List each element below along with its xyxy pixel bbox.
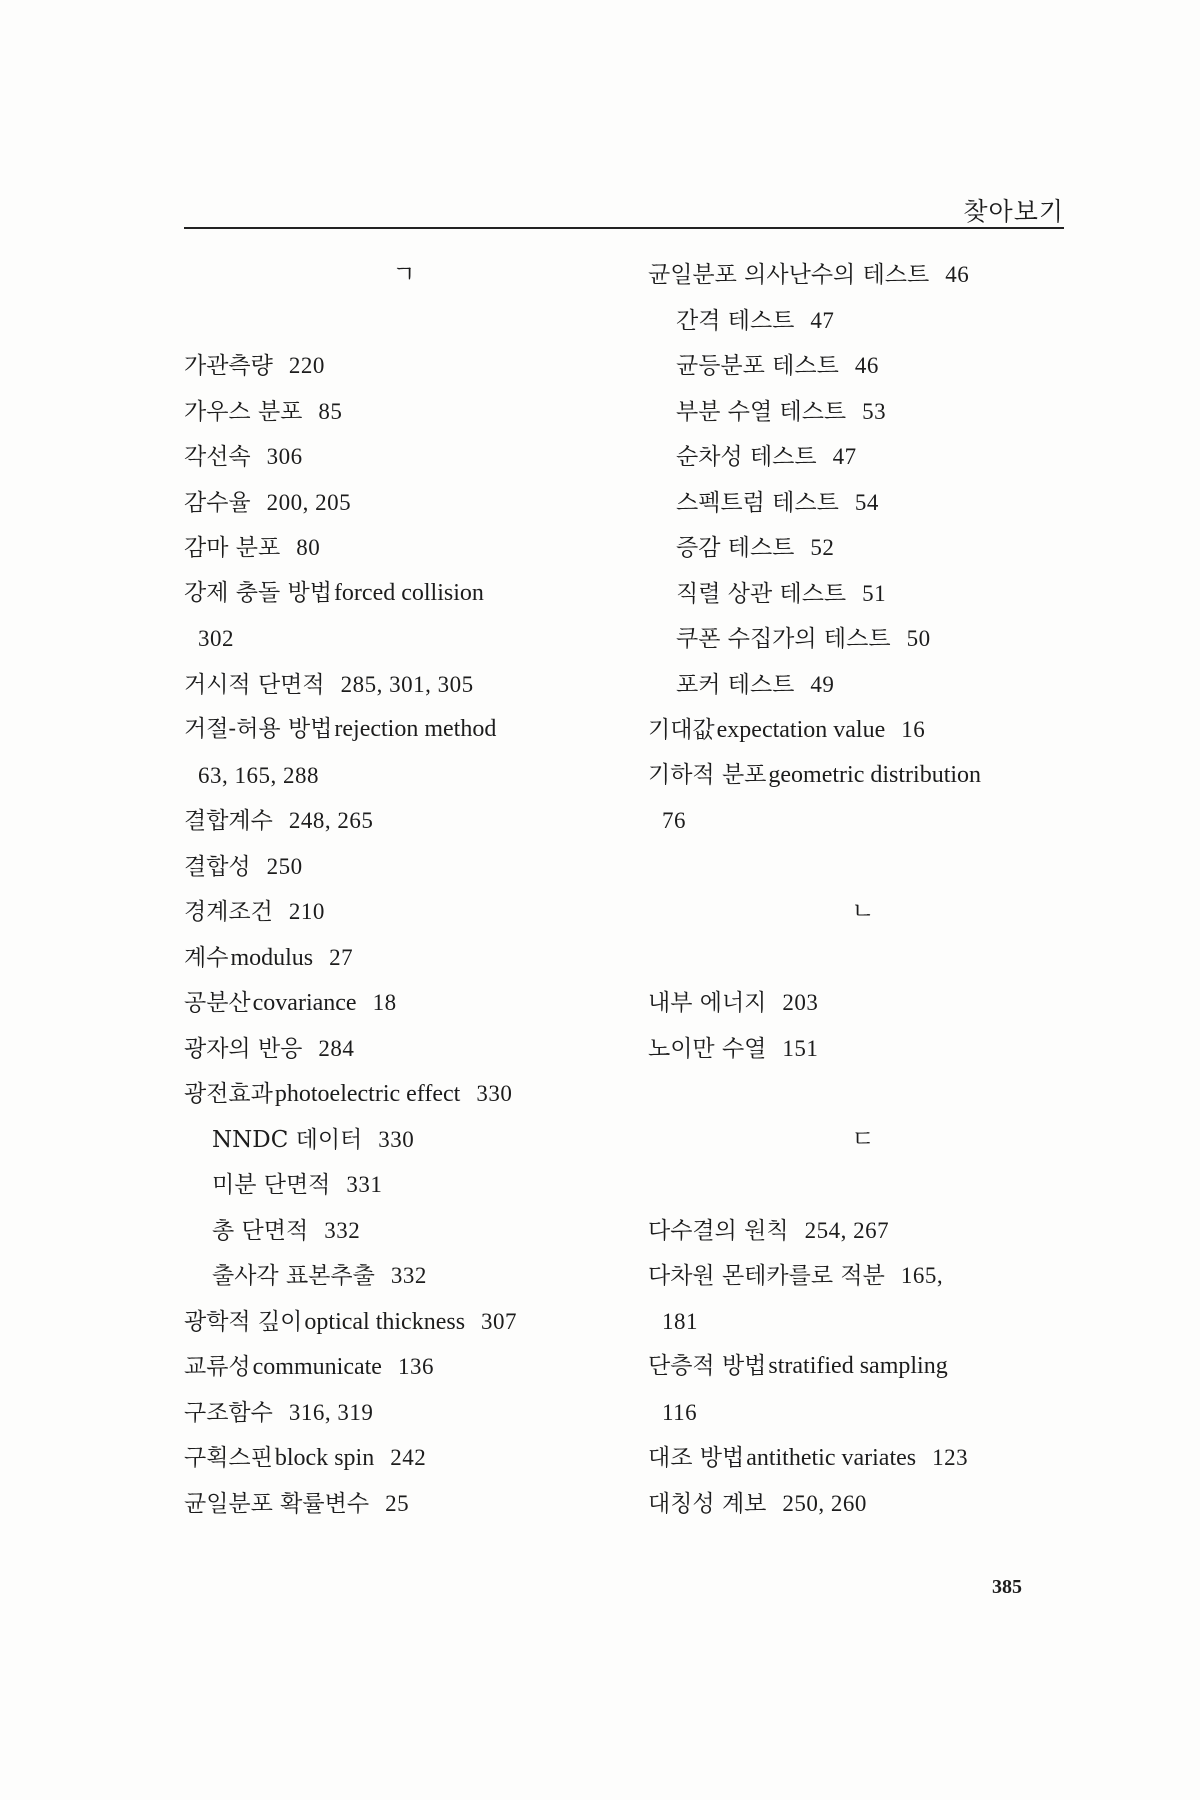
page-refs: 242 xyxy=(390,1445,427,1470)
english-term: communicate xyxy=(252,1354,382,1380)
index-entry xyxy=(184,844,624,890)
index-subentry xyxy=(184,1253,624,1299)
index-term: 경계조건 xyxy=(184,899,273,925)
index-entry xyxy=(648,980,1078,1026)
index-term: 감마 분포 xyxy=(184,535,281,561)
page-refs: 54 xyxy=(854,489,879,515)
index-subentry xyxy=(648,662,1078,708)
index-term: 출사각 표본추출 xyxy=(212,1263,375,1289)
index-term: 부분 수열 테스트 xyxy=(676,398,847,425)
index-subentry xyxy=(648,434,1078,480)
page-refs: 203 xyxy=(782,990,819,1015)
spacer xyxy=(184,298,624,344)
index-term: 균등분포 테스트 xyxy=(676,353,839,379)
index-entry xyxy=(648,1253,1078,1299)
page-refs: 250, 260 xyxy=(782,1490,867,1516)
page-refs: 46 xyxy=(945,262,970,287)
page-number: 385 xyxy=(992,1576,1022,1598)
page-refs: 181 xyxy=(662,1308,698,1334)
index-term: 다차원 몬테카를로 적분 xyxy=(648,1263,885,1289)
index-entry xyxy=(184,525,624,571)
index-subentry xyxy=(648,525,1078,571)
header-rule xyxy=(184,227,1064,229)
index-entry xyxy=(648,707,1078,753)
index-term: 순차성 테스트 xyxy=(676,444,817,470)
index-term: NNDC 데이터 xyxy=(212,1126,363,1153)
index-subentry xyxy=(648,298,1078,344)
index-entry xyxy=(648,1481,1078,1527)
index-entry xyxy=(184,434,624,480)
index-term: 감수율 xyxy=(184,489,251,516)
page-refs: 248, 265 xyxy=(288,808,374,833)
page-refs: 151 xyxy=(782,1035,819,1061)
index-entry xyxy=(184,1026,624,1072)
index-entry-continuation xyxy=(648,1390,1078,1436)
index-entry xyxy=(184,1390,624,1436)
page-refs: 80 xyxy=(296,535,321,560)
index-entry xyxy=(184,571,624,617)
english-term: expectation value xyxy=(716,717,886,743)
index-column-left xyxy=(184,252,624,1526)
index-term: 광자의 반응 xyxy=(184,1035,303,1062)
index-term: 교류성 xyxy=(184,1354,251,1380)
page-refs: 116 xyxy=(662,1399,698,1425)
index-term: 구획스핀 xyxy=(184,1445,273,1471)
section-heading: ㄷ xyxy=(851,1124,875,1153)
index-subentry xyxy=(184,1117,624,1163)
english-term: stratified sampling xyxy=(768,1353,948,1379)
index-term: 균일분포 확률변수 xyxy=(184,1490,370,1517)
page-refs: 331 xyxy=(346,1172,383,1197)
index-entry xyxy=(648,1026,1078,1072)
index-subentry xyxy=(184,1208,624,1254)
page-refs: 123 xyxy=(932,1445,969,1470)
index-term: 거시적 단면적 xyxy=(184,671,325,698)
index-term: 계수 xyxy=(184,944,229,971)
spacer xyxy=(648,935,1078,981)
index-entry xyxy=(184,935,624,981)
page-refs: 250 xyxy=(266,853,303,879)
index-entry-continuation xyxy=(648,798,1078,844)
page-refs: 302 xyxy=(198,626,234,651)
page-refs: 50 xyxy=(906,626,931,651)
index-entry-continuation xyxy=(184,753,624,799)
section-heading: ㄱ xyxy=(392,260,416,288)
index-entry xyxy=(184,1071,624,1117)
index-entry xyxy=(648,1435,1078,1481)
index-term: 스펙트럼 테스트 xyxy=(676,489,839,516)
english-term: forced collision xyxy=(333,579,484,606)
index-term: 기하적 분포 xyxy=(648,761,767,788)
page-refs: 330 xyxy=(378,1126,415,1152)
index-term: 총 단면적 xyxy=(212,1217,309,1244)
index-term: 각선속 xyxy=(184,444,251,470)
index-entry xyxy=(184,798,624,844)
index-entry xyxy=(184,707,624,753)
index-entry xyxy=(184,889,624,935)
index-term: 균일분포 의사난수의 테스트 xyxy=(648,262,930,288)
index-term: 가우스 분포 xyxy=(184,398,303,425)
index-term: 미분 단면적 xyxy=(212,1172,331,1198)
page-refs: 136 xyxy=(397,1354,434,1379)
english-term: rejection method xyxy=(334,716,497,742)
index-term: 내부 에너지 xyxy=(648,990,767,1016)
english-term: geometric distribution xyxy=(768,761,982,788)
page-refs: 316, 319 xyxy=(288,1399,374,1425)
page-refs: 52 xyxy=(810,535,835,560)
index-entry xyxy=(648,1208,1078,1254)
spacer xyxy=(648,1162,1078,1208)
english-term: optical thickness xyxy=(304,1308,466,1335)
index-term: 공분산 xyxy=(184,990,251,1016)
page-refs: 285, 301, 305 xyxy=(340,671,474,697)
page-refs: 63, 165, 288 xyxy=(198,762,319,788)
spacer xyxy=(648,844,1078,890)
index-entry xyxy=(184,1344,624,1390)
english-term: antithetic variates xyxy=(746,1445,917,1471)
page-refs: 16 xyxy=(901,717,926,742)
index-entry-continuation xyxy=(184,616,624,662)
page-refs: 25 xyxy=(385,1490,410,1516)
page-refs: 284 xyxy=(318,1035,355,1061)
section-heading: ㄴ xyxy=(851,897,875,925)
index-term: 결합성 xyxy=(184,853,251,880)
english-term: modulus xyxy=(230,944,314,971)
index-entry xyxy=(184,1299,624,1345)
index-entry xyxy=(184,1435,624,1481)
page-refs: 47 xyxy=(810,307,835,333)
index-entry xyxy=(184,980,624,1026)
page-refs: 200, 205 xyxy=(266,489,352,515)
page-refs: 51 xyxy=(862,580,887,606)
index-term: 증감 테스트 xyxy=(676,535,795,561)
index-subentry xyxy=(648,616,1078,662)
index-term: 포커 테스트 xyxy=(676,671,795,698)
page-refs: 76 xyxy=(662,808,686,833)
english-term: covariance xyxy=(252,990,357,1016)
index-term: 강제 충돌 방법 xyxy=(184,579,332,606)
page-refs: 332 xyxy=(324,1217,361,1243)
index-entry xyxy=(648,753,1078,799)
index-subentry xyxy=(648,571,1078,617)
index-term: 직렬 상관 테스트 xyxy=(676,580,847,607)
page-refs: 330 xyxy=(476,1081,513,1106)
page-refs: 46 xyxy=(854,353,879,378)
index-term: 대칭성 계보 xyxy=(648,1490,767,1517)
page-refs: 53 xyxy=(862,398,887,424)
index-term: 노이만 수열 xyxy=(648,1035,767,1062)
index-term: 광전효과 xyxy=(184,1081,273,1107)
english-term: block spin xyxy=(274,1445,375,1471)
index-entry xyxy=(184,1481,624,1527)
index-entry xyxy=(648,1344,1078,1390)
page-refs: 165, xyxy=(900,1263,944,1288)
spacer xyxy=(648,1071,1078,1117)
index-subentry xyxy=(648,480,1078,526)
index-entry xyxy=(184,389,624,435)
page-refs: 47 xyxy=(832,444,857,469)
english-term: photoelectric effect xyxy=(274,1081,461,1107)
page-refs: 49 xyxy=(810,671,835,697)
page-refs: 332 xyxy=(390,1263,427,1288)
running-head: 찾아보기 xyxy=(963,197,1064,226)
page-refs: 307 xyxy=(481,1308,518,1334)
index-term: 결합계수 xyxy=(184,808,273,834)
index-term: 간격 테스트 xyxy=(676,307,795,334)
page-refs: 306 xyxy=(266,444,303,469)
index-entry xyxy=(184,662,624,708)
page-refs: 220 xyxy=(288,353,325,378)
page-refs: 18 xyxy=(372,990,397,1015)
index-subentry xyxy=(184,1162,624,1208)
index-entry xyxy=(184,343,624,389)
index-term: 쿠폰 수집가의 테스트 xyxy=(676,626,891,652)
index-subentry xyxy=(648,343,1078,389)
index-term: 다수결의 원칙 xyxy=(648,1217,789,1244)
index-subentry xyxy=(648,389,1078,435)
index-term: 대조 방법 xyxy=(648,1445,745,1471)
index-term: 구조함수 xyxy=(184,1399,273,1426)
page-refs: 85 xyxy=(318,398,343,424)
index-term: 기대값 xyxy=(648,717,715,743)
index-entry xyxy=(648,252,1078,298)
index-entry xyxy=(184,480,624,526)
page-refs: 254, 267 xyxy=(804,1217,890,1243)
index-term: 단층적 방법 xyxy=(648,1353,767,1379)
page-refs: 27 xyxy=(329,944,354,970)
index-entry-continuation xyxy=(648,1299,1078,1345)
index-term: 가관측량 xyxy=(184,353,273,379)
page-refs: 210 xyxy=(288,899,325,924)
index-term: 거절-허용 방법 xyxy=(184,716,333,742)
index-term: 광학적 깊이 xyxy=(184,1308,303,1335)
index-column-right xyxy=(648,252,1078,1526)
